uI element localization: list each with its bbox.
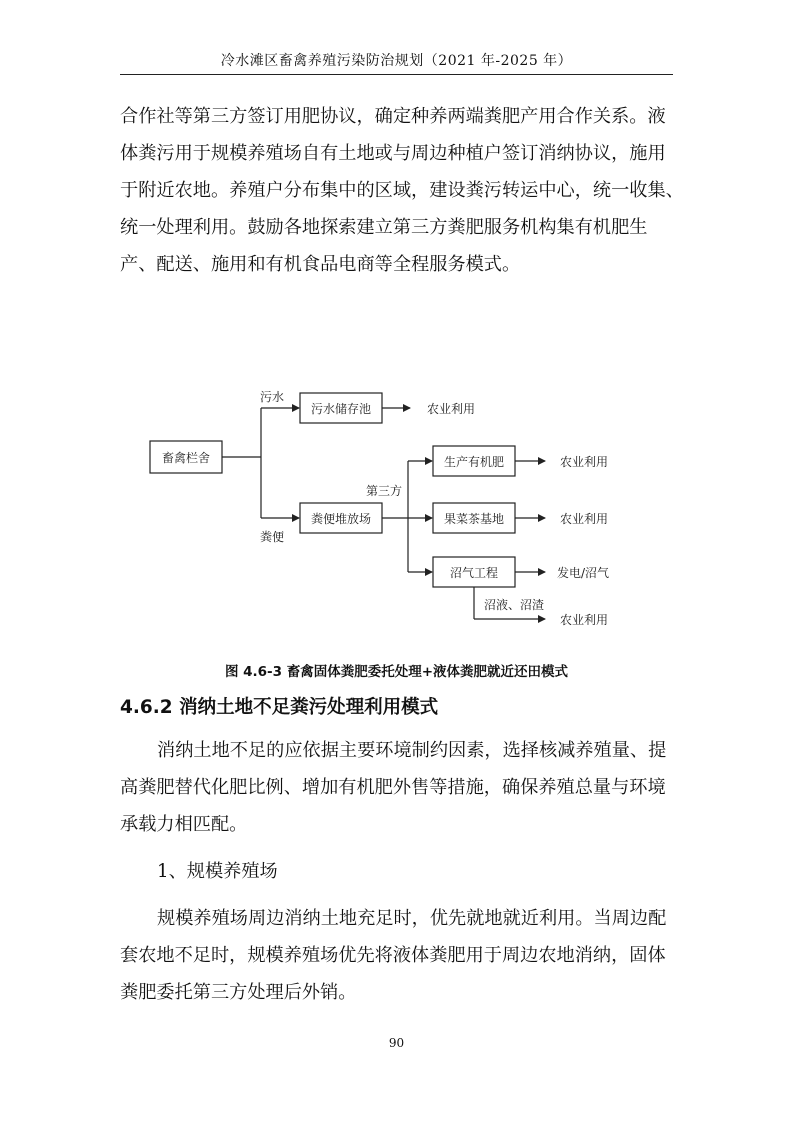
output-residue-use: 农业利用: [560, 613, 609, 627]
text-line: 粪肥委托第三方处理后外销。: [120, 982, 357, 1003]
output-orchard-use: 农业利用: [560, 512, 609, 526]
section-heading: 4.6.2 消纳土地不足粪污处理利用模式: [120, 697, 439, 718]
text-line: 套农地不足时，规模养殖场优先将液体粪肥用于周边农地消纳，固体: [120, 945, 666, 966]
node-livestock-pen-label: 畜禽栏舍: [161, 451, 211, 465]
node-manure-yard-label: 粪便堆放场: [310, 512, 372, 526]
third-party-connector: [382, 461, 408, 572]
text-line: 规模养殖场周边消纳土地充足时，优先就地就近利用。当周边配: [157, 908, 667, 929]
text-line: 承载力相匹配。: [120, 814, 248, 835]
text-line: 于附近农地。养殖户分布集中的区域，建设粪污转运中心，统一收集、: [120, 180, 684, 201]
figure-caption: 图 4.6-3 畜禽固体粪肥委托处理+液体粪肥就近还田模式: [224, 664, 569, 680]
label-sewage: 污水: [260, 390, 285, 404]
text-line: 体粪污用于规模养殖场自有土地或与周边种植户签订消纳协议，施用: [120, 143, 666, 164]
flowchart: [0, 370, 793, 640]
intro-paragraph: [120, 98, 684, 283]
output-organic-use: 农业利用: [560, 455, 609, 469]
text-line: 消纳土地不足的应依据主要环境制约因素，选择核减养殖量、提: [157, 740, 667, 761]
node-organic-fertilizer-label: 生产有机肥: [443, 455, 505, 469]
running-header: 冷水滩区畜禽养殖污染防治规划（2021 年-2025 年）: [220, 53, 573, 69]
label-biogas-residue: 沼液、沼渣: [484, 598, 545, 612]
text-line: 统一处理利用。鼓励各地探索建立第三方粪肥服务机构集有机肥生: [120, 217, 648, 238]
output-sewage-use: 农业利用: [427, 402, 476, 416]
label-manure: 粪便: [260, 530, 285, 544]
text-line: 合作社等第三方签订用肥协议，确定种养两端粪肥产用合作关系。液: [120, 106, 666, 127]
header-rule: [120, 74, 673, 75]
branch-connector: [222, 408, 261, 518]
label-third-party: 第三方: [366, 484, 403, 498]
section-paragraph: [120, 732, 673, 1011]
output-biogas-power: 发电/沼气: [557, 566, 610, 580]
text-line: 产、配送、施用和有机食品电商等全程服务模式。: [120, 254, 521, 275]
node-sewage-pool-label: 污水储存池: [310, 402, 372, 416]
page-number: 90: [388, 1036, 405, 1050]
text-line: 高粪肥替代化肥比例、增加有机肥外售等措施，确保养殖总量与环境: [120, 777, 666, 798]
list-item-heading: 1、规模养殖场: [157, 861, 278, 882]
node-biogas-project-label: 沼气工程: [449, 566, 499, 580]
node-orchard-base-label: 果菜茶基地: [443, 512, 505, 526]
